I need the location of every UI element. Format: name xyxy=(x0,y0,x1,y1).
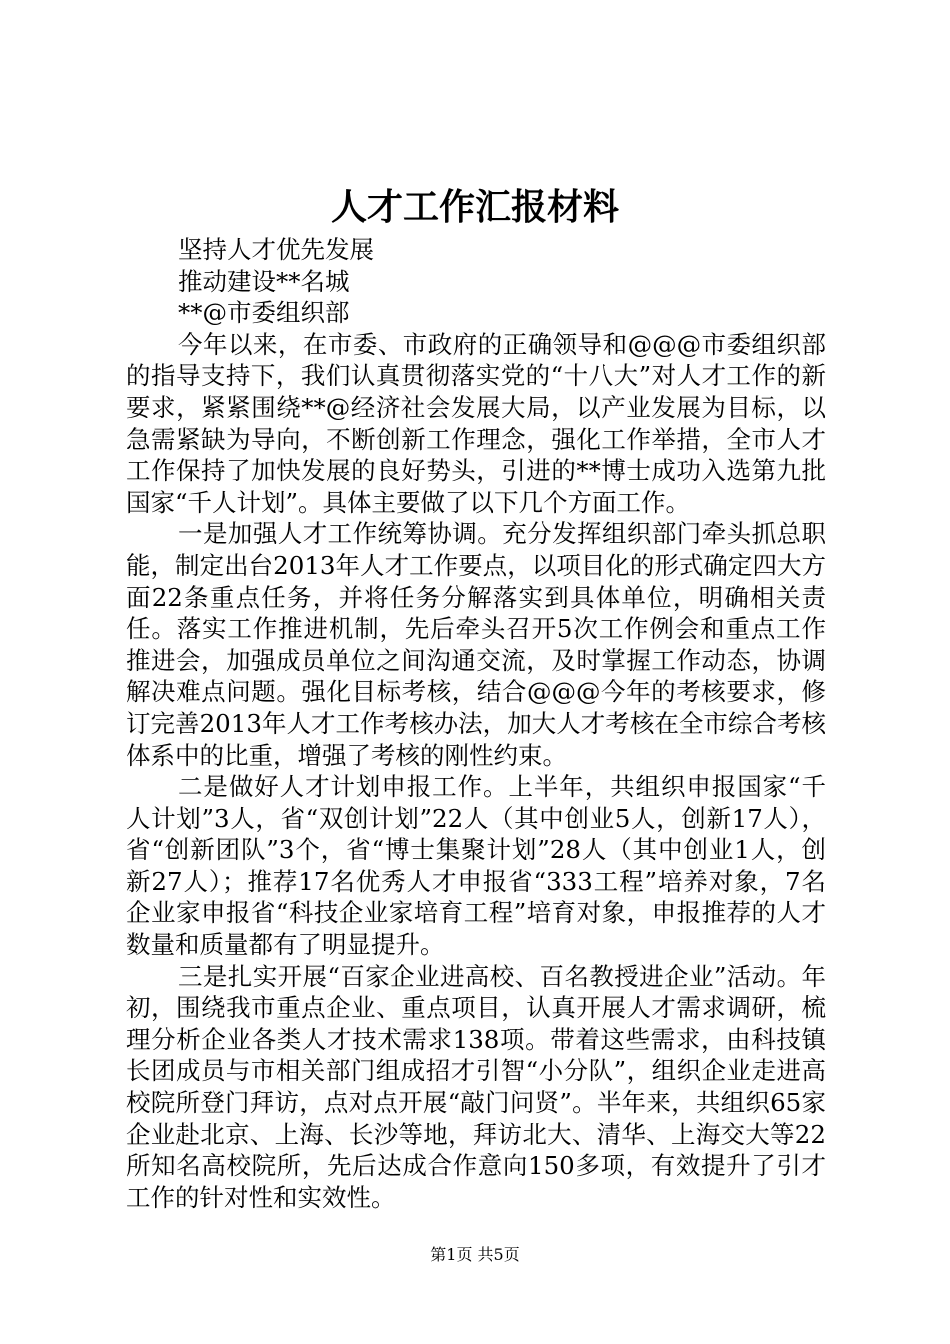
paragraph-enterprise-activity: 三是扎实开展“百家企业进高校、百名教授进企业”活动。年初，围绕我市重点企业、重点项目，认真开展人才需求调研，梳理分析企业各类人才技术需求138项。带着这些需求，由科技镇长团成员与市相关部门组成招才引智“小分队”，组织企业走进高校院所登门拜访，点对点开展“敲门问贤”。半年来，共组织65家企业赴北京、上海、长沙等地，拜访北大、清华、上海交大等22所知名高校院所，先后达成合作意向150多项，有效提升了引才工作的针对性和实效性。 xyxy=(126,961,826,1212)
document-body xyxy=(126,234,826,1213)
paragraph-coordination: 一是加强人才工作统筹协调。充分发挥组织部门牵头抓总职能，制定出台2013年人才工作要点，以项目化的形式确定四大方面22条重点任务，并将任务分解落实到具体单位，明确相关责任。落实工作推进机制，先后牵头召开5次工作例会和重点工作推进会，加强成员单位之间沟通交流，及时掌握工作动态，协调解决难点问题。强化目标考核，结合@@@今年的考核要求，修订完善2013年人才工作考核办法，加大人才考核在全市综合考核体系中的比重，增强了考核的刚性约束。 xyxy=(126,519,826,770)
page-footer: 第1页 共5页 xyxy=(430,1245,520,1264)
paragraph-talent-plan: 二是做好人才计划申报工作。上半年，共组织申报国家“千人计划”3人，省“双创计划”22人（其中创业5人，创新17人），省“创新团队”3个，省“博士集聚计划”28人（其中创业1人，创新27人）；推荐17名优秀人才申报省“333工程”培养对象，7名企业家申报省“科技企业家培育工程”培育对象，申报推荐的人才数量和质量都有了明显提升。 xyxy=(126,772,826,960)
subtitle-line-3: **@市委组织部 xyxy=(178,298,350,328)
document-title: 人才工作汇报材料 xyxy=(330,186,619,228)
subtitle-line-2: 推动建设**名城 xyxy=(178,266,350,296)
paragraph-intro: 今年以来，在市委、市政府的正确领导和@@@市委组织部的指导支持下，我们认真贯彻落实党的“十八大”对人才工作的新要求，紧紧围绕**@经济社会发展大局，以产业发展为目标，以急需紧缺为导向，不断创新工作理念，强化工作举措，全市人才工作保持了加快发展的良好势头，引进的**博士成功入选第九批国家“千人计划”。具体主要做了以下几个方面工作。 xyxy=(126,329,826,517)
subtitle-line-1: 坚持人才优先发展 xyxy=(178,235,374,264)
